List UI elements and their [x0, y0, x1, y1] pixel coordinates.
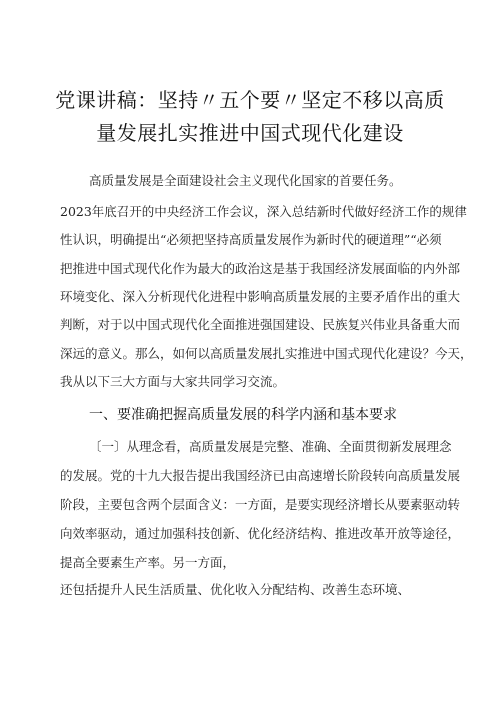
paragraph-line: 的发展。党的十九大报告提出我国经济已由高速增长阶段转向高质量发展	[60, 468, 461, 483]
paragraph-line: 向效率驱动，通过加强科技创新、优化经济结构、推进改革开放等途径，	[60, 526, 461, 541]
paragraph-line: 我从以下三大方面与大家共同学习交流。	[60, 374, 286, 389]
intro-paragraph: 高质量发展是全面建设社会主义现代化国家的首要任务。	[89, 173, 402, 188]
paragraph-line: 2023年底召开的中央经济工作会议，深入总结新时代做好经济工作的规律	[60, 204, 467, 219]
paragraph-line: 提高全要素生产率。另一方面，	[60, 555, 236, 570]
paragraph-line: 把推进中国式现代化作为最大的政治这是基于我国经济发展面临的内外部	[60, 261, 461, 276]
paragraph-line: 性认识，明确提出“必须把坚持高质量发展作为新时代的硬道理”“必须	[60, 232, 442, 247]
document-title-line-1: 党课讲稿：坚持〃五个要〃坚定不移以高质	[55, 88, 445, 112]
paragraph-line: 〔一〕从理念看，高质量发展是完整、准确、全面贯彻新发展理念	[89, 439, 452, 454]
paragraph-line: 环境变化、深入分析现代化进程中影响高质量发展的主要矛盾作出的重大	[60, 289, 461, 304]
paragraph-line: 还包括提升人民生活质量、优化收入分配结构、改善生态环境、	[60, 582, 411, 597]
paragraph-line: 深远的意义。那么，如何以高质量发展扎实推进中国式现代化建设？今天，	[60, 346, 473, 361]
document-title-line-2: 量发展扎实推进中国式现代化建设	[96, 121, 404, 145]
paragraph-line: 判断，对于以中国式现代化全面推进强国建设、民族复兴伟业具备重大而	[60, 317, 461, 332]
section-heading: 一、要准确把握高质量发展的科学内涵和基本要求	[89, 407, 397, 423]
paragraph-line: 阶段，主要包含两个层面含义：一方面，是要实现经济增长从要素驱动转	[60, 497, 461, 512]
